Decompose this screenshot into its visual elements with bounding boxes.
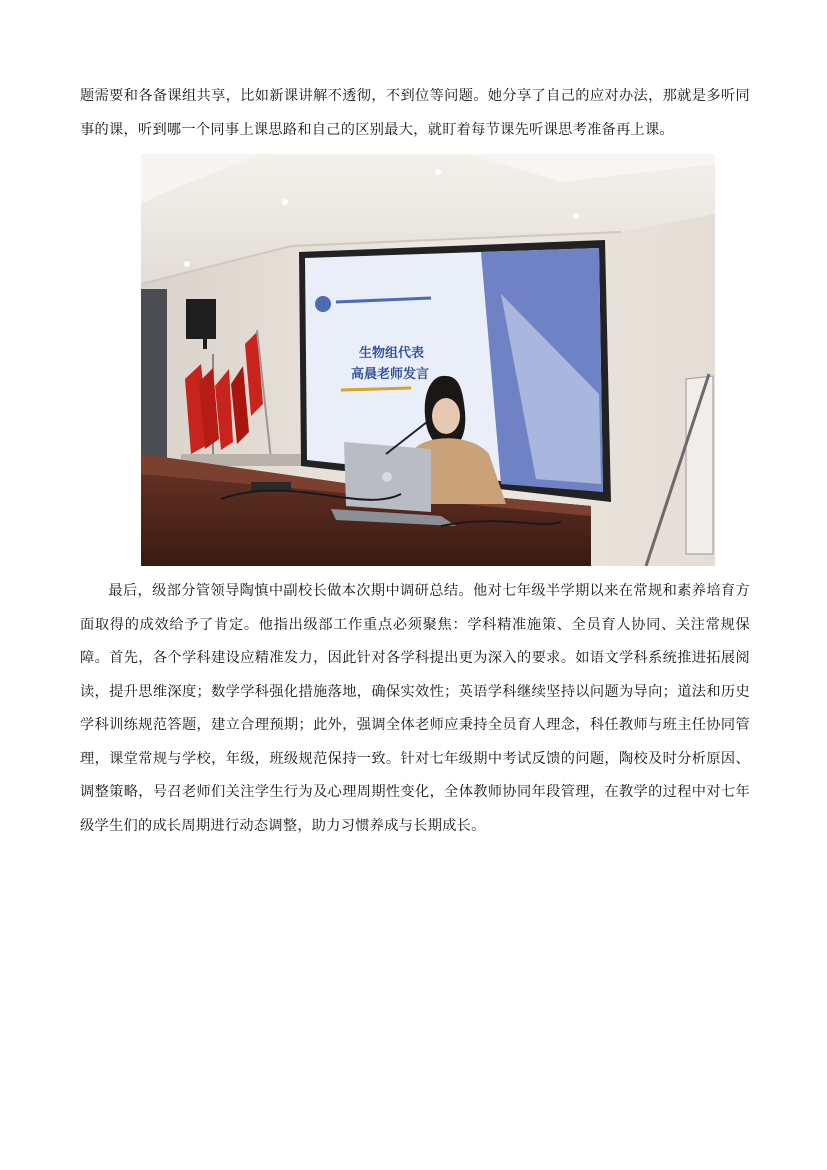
paragraph-1: 题需要和各备课组共享，比如新课讲解不透彻，不到位等问题。她分享了自己的应对办法，那就是多听同事的课，听到哪一个同事上课思路和自己的区别最大，就盯着每节课先听课思考准备再上课。	[80, 88, 750, 138]
screen-title-line1: 生物组代表	[359, 346, 425, 361]
screen-title-line2: 高晨老师发言	[351, 367, 430, 382]
paragraph-2: 最后，级部分管领导陶慎中副校长做本次期中调研总结。他对七年级半学期以来在常规和素养培育方面取得的成效给予了肯定。他指出级部工作重点必须聚焦：学科精准施策、全员育人协同、关注常规保障。首先，各个学科建设应精准发力，因此针对各学科提出更为深入的要求。如语文学科系统推进拓展阅读，提升思维深度；数学学科强化措施落地，确保实效性；英语学科继续坚持以问题为导向；道法和历史学科训练规范答题，建立合理预期；此外，强调全体老师应秉持全员育人理念，科任教师与班主任协同管理，课堂常规与学校，年级，班级规范保持一致。针对七年级期中考试反馈的问题，陶校及时分析原因、调整策略，号召老师们关注学生行为及心理周期性变化，全体教师协同年段管理，在教学的过程中对七年级学生们的成长周期进行动态调整，助力习惯养成与长期成长。	[80, 583, 750, 834]
meeting-photo	[141, 154, 715, 566]
